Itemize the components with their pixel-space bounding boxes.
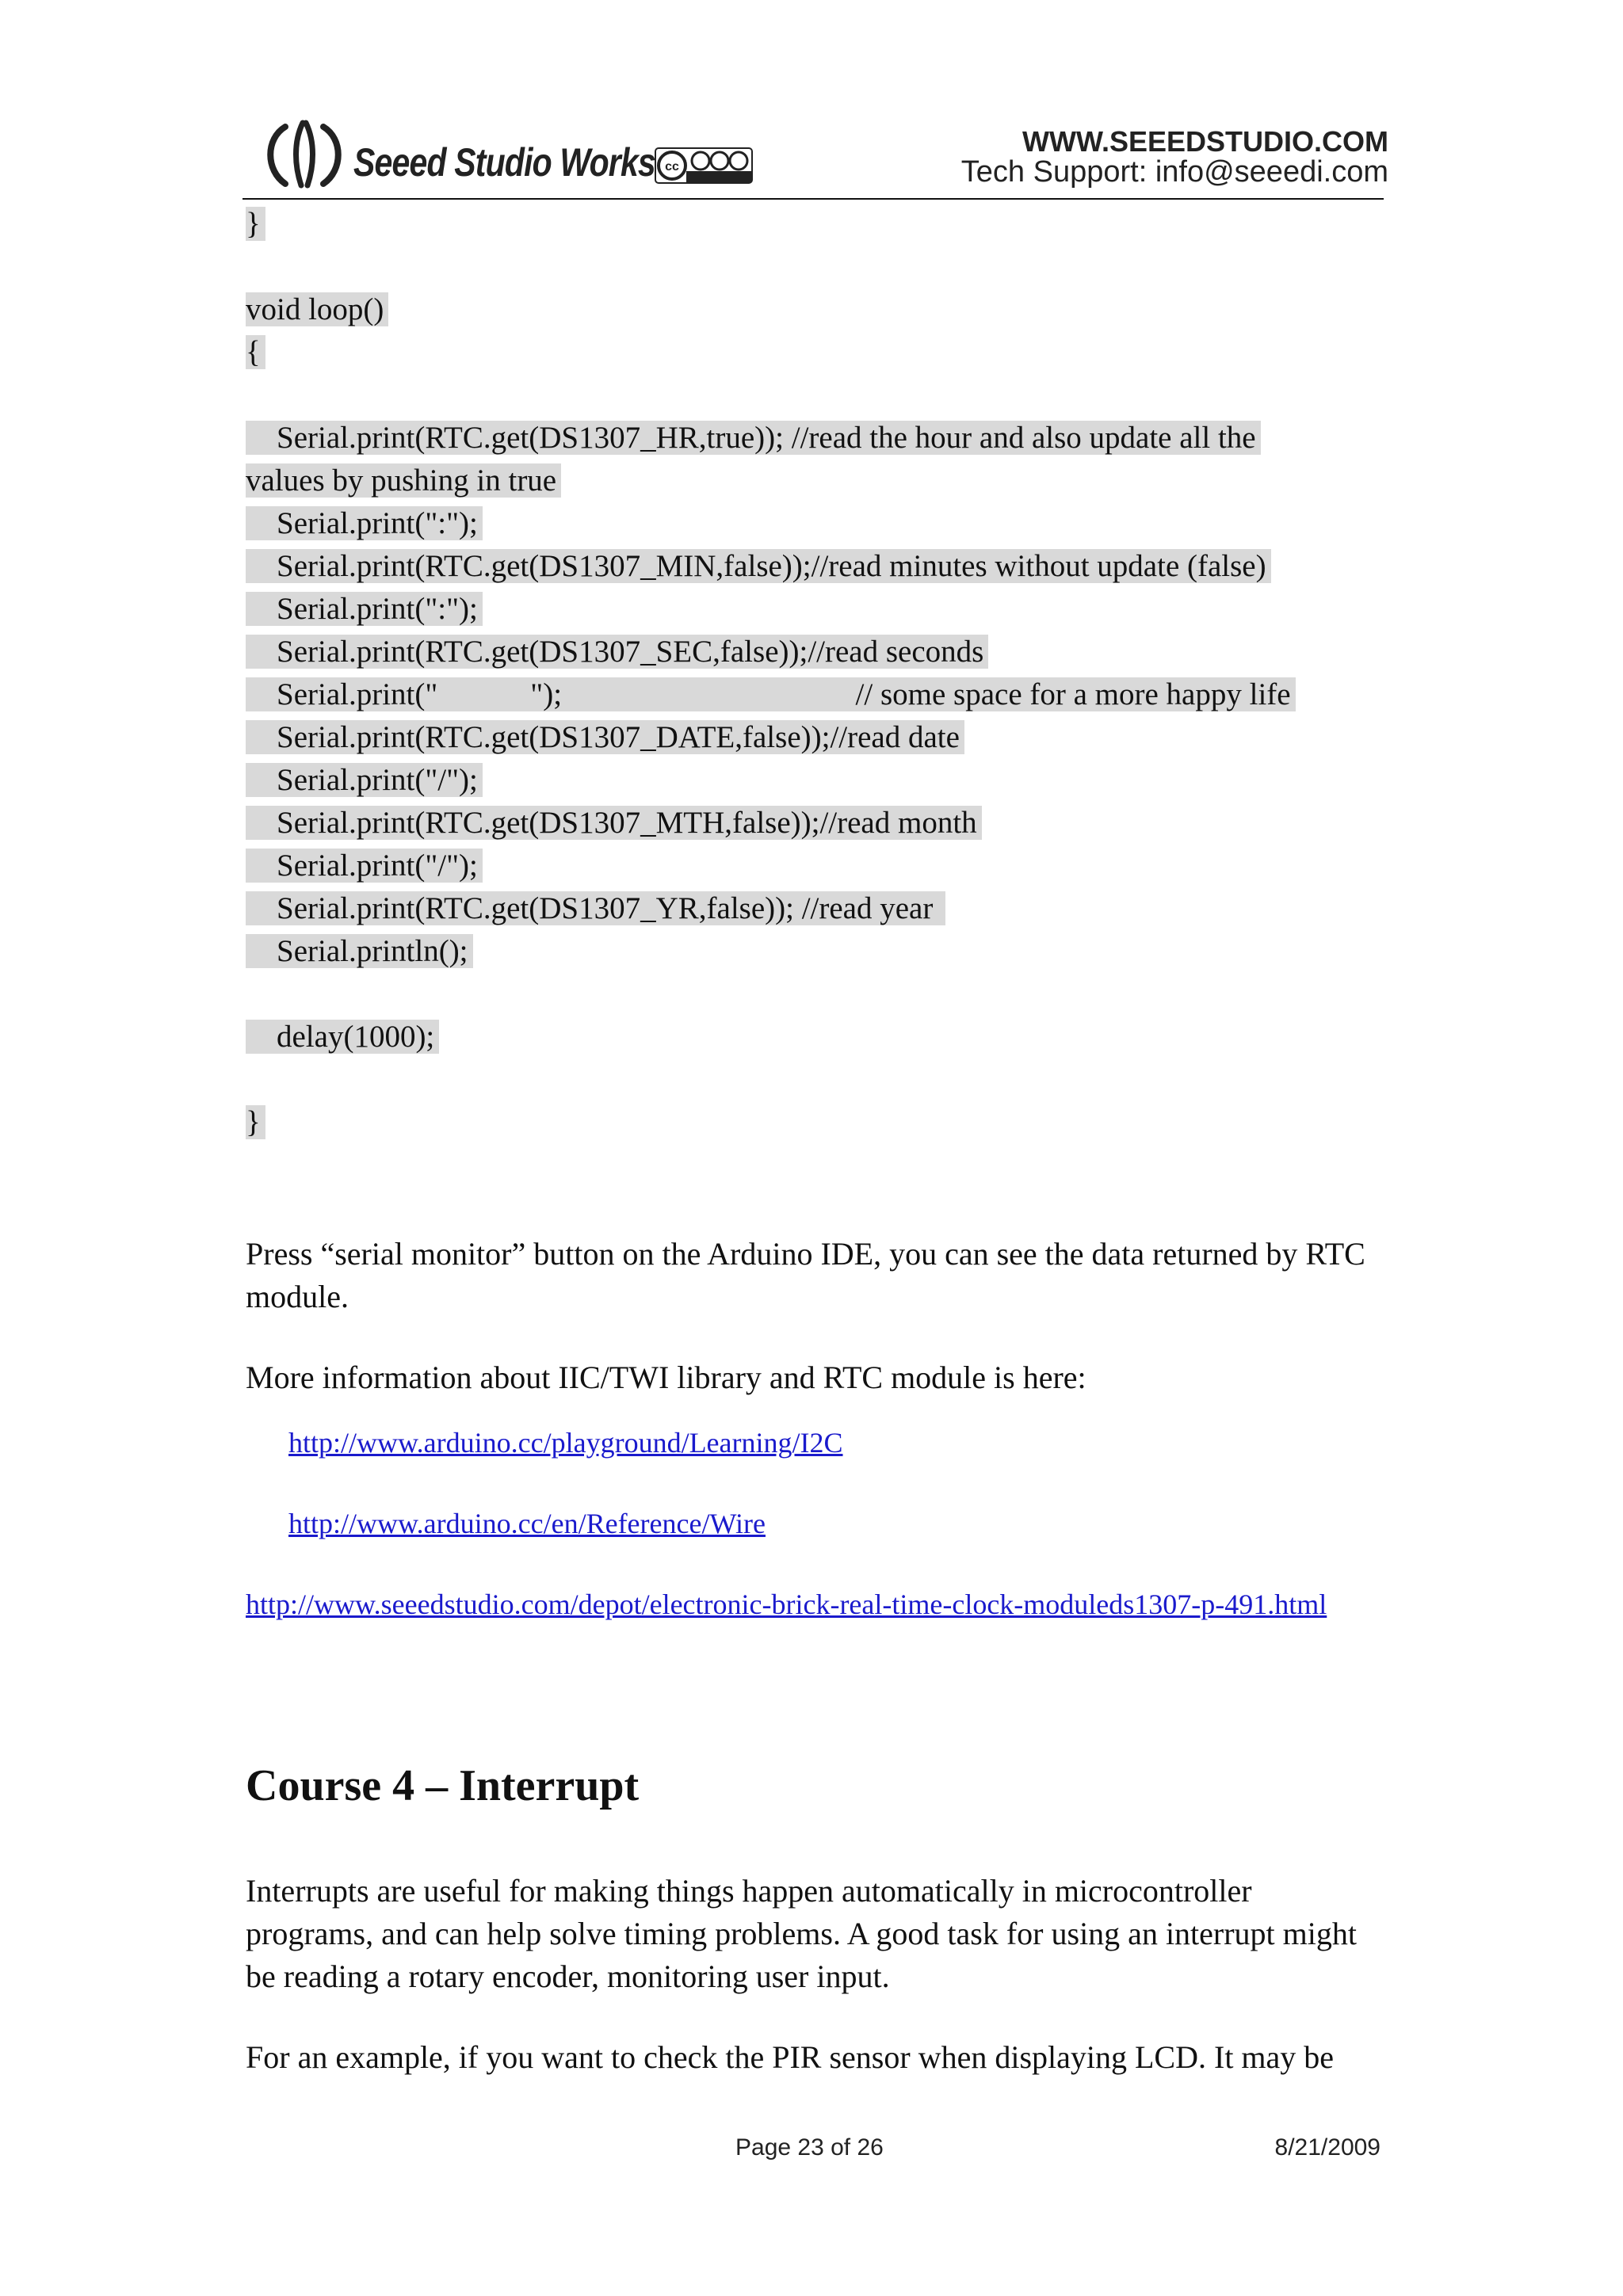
code-line-text: void loop() [246, 292, 388, 326]
code-line-text: Serial.print(RTC.get(DS1307_MTH,false));//read month [246, 806, 982, 840]
page-number: Page 23 of 26 [735, 2134, 884, 2161]
code-line [246, 845, 1379, 887]
code-line-text: Serial.print(RTC.get(DS1307_MIN,false));//read minutes without update (false) [246, 549, 1271, 583]
link-arduino-wire[interactable]: http://www.arduino.cc/en/Reference/Wire [288, 1508, 766, 1539]
code-line-text: Serial.print(RTC.get(DS1307_DATE,false));//read date [246, 720, 964, 754]
code-line-text: values by pushing in true [246, 463, 561, 498]
code-line [246, 1016, 1379, 1058]
code-line [246, 631, 1379, 673]
svg-text:cc: cc [665, 160, 679, 174]
code-line [246, 374, 1379, 417]
code-line-text: Serial.println(); [246, 934, 473, 968]
link-seeedstudio-rtc[interactable]: http://www.seeedstudio.com/depot/electronic-brick-real-time-clock-moduleds1307-p-491.html [246, 1589, 1327, 1620]
code-line [246, 887, 1379, 930]
code-block [246, 203, 1379, 1144]
code-line [246, 930, 1379, 973]
code-line-text: Serial.print(":"); [246, 592, 483, 626]
link-arduino-i2c[interactable]: http://www.arduino.cc/playground/Learning/I2C [288, 1427, 843, 1459]
code-line [246, 802, 1379, 845]
paragraph-example: For an example, if you want to check the PIR sensor when displaying LCD. It may be [246, 2039, 1335, 2075]
website-url: WWW.SEEEDSTUDIO.COM [1022, 125, 1388, 158]
code-line [246, 1058, 1379, 1101]
code-line-text: delay(1000); [246, 1020, 439, 1054]
code-line-text: } [246, 207, 265, 241]
code-line [246, 759, 1379, 802]
header-divider [242, 198, 1384, 200]
footer-date: 8/21/2009 [1274, 2134, 1381, 2161]
cc-by-nc-sa-icon [655, 147, 753, 184]
code-line [246, 716, 1379, 759]
code-line-text: Serial.print("/"); [246, 763, 483, 797]
code-line [246, 588, 1379, 631]
code-line [246, 246, 1379, 288]
code-line [246, 417, 1379, 460]
brand-name: Seeed Studio Works [353, 140, 655, 185]
code-line [246, 1101, 1379, 1144]
paragraph-serial-monitor: Press “serial monitor” button on the Arduino IDE, you can see the data returned by RTC module. [246, 1236, 1365, 1314]
code-line [246, 973, 1379, 1016]
code-line [246, 203, 1379, 246]
code-line-text: Serial.print(RTC.get(DS1307_HR,true)); //read the hour and also update all the [246, 421, 1261, 455]
tech-support: Tech Support: info@seeedi.com [960, 155, 1388, 189]
seeed-logo-icon [262, 119, 345, 190]
code-line [246, 545, 1379, 588]
code-line-text: Serial.print(RTC.get(DS1307_YR,false)); //read year [246, 891, 945, 925]
code-line-text: Serial.print(RTC.get(DS1307_SEC,false));//read seconds [246, 635, 988, 669]
code-line-text: } [246, 1105, 265, 1139]
code-line [246, 331, 1379, 374]
paragraph-more-info: More information about IIC/TWI library and RTC module is here: [246, 1360, 1086, 1395]
code-line-text: { [246, 335, 265, 369]
code-line [246, 460, 1379, 502]
code-line [246, 288, 1379, 331]
code-line-text: Serial.print(":"); [246, 506, 483, 540]
code-line [246, 502, 1379, 545]
code-line-text: Serial.print(" "); // some space for a more happy life [246, 677, 1296, 711]
code-line [246, 673, 1379, 716]
code-line-text: Serial.print("/"); [246, 849, 483, 883]
paragraph-interrupts: Interrupts are useful for making things happen automatically in microcontroller programs, and can help solve timing problems. A good task for using an interrupt might be reading a rotary encoder, monitoring user input. [246, 1873, 1358, 1994]
section-heading: Course 4 – Interrupt [246, 1761, 640, 1810]
